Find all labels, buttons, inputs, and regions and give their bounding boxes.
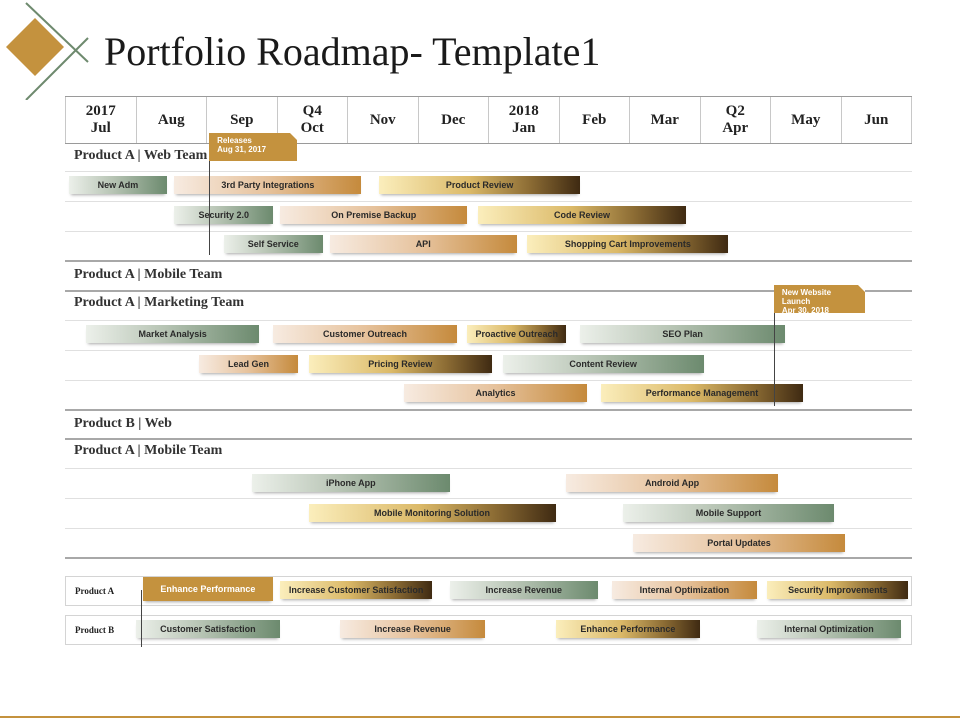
section-title: Product A | Mobile Team: [74, 443, 223, 458]
milestone-line: [774, 313, 775, 406]
goal-bar: Enhance Performance: [143, 577, 274, 601]
task-bar: Market Analysis: [86, 325, 259, 343]
month-header: [419, 97, 490, 143]
footer-rule: [0, 716, 960, 718]
month-header: [630, 97, 701, 143]
task-bar: Mobile Monitoring Solution: [309, 504, 556, 522]
row-divider: [65, 498, 912, 499]
section-divider: [65, 409, 912, 411]
month-year-label: Q4: [302, 103, 322, 119]
goals-marker-line: [141, 590, 142, 647]
month-label: Nov: [369, 111, 396, 128]
task-bar: Android App: [566, 474, 778, 492]
task-bar: Self Service: [224, 235, 323, 253]
section-title: Product A | Web Team: [74, 148, 208, 163]
goal-bar: Security Improvements: [767, 581, 908, 599]
milestone-date: Apr 30, 2018: [781, 306, 829, 315]
milestone-date: Aug 31, 2017: [217, 145, 267, 154]
row-divider: [65, 201, 912, 202]
milestone-flag: [209, 133, 297, 161]
task-bar: Product Review: [379, 176, 580, 194]
month-header: [65, 97, 137, 143]
month-header: [701, 97, 772, 143]
goal-bar: Customer Satisfaction: [136, 620, 281, 638]
goal-bar: Increase Revenue: [450, 581, 598, 599]
month-label: Feb: [582, 111, 607, 128]
section-title: Product A | Mobile Team: [74, 267, 223, 282]
month-label: May: [791, 111, 821, 128]
milestone-label: New Website Launch: [781, 288, 832, 306]
goal-bar: Internal Optimization: [612, 581, 757, 599]
section-title: Product B | Web: [74, 416, 172, 431]
task-bar: On Premise Backup: [280, 206, 467, 224]
month-label: Dec: [441, 111, 466, 128]
month-label: Aug: [157, 111, 185, 128]
month-header: [842, 97, 913, 143]
month-label: Jan: [512, 120, 536, 136]
task-bar: Shopping Cart Improvements: [527, 235, 728, 253]
month-label: Jun: [864, 111, 889, 128]
month-year-label: 2018: [508, 103, 539, 119]
goal-product-label: Product B: [75, 625, 115, 635]
month-label: Apr: [722, 120, 749, 136]
goal-bar: Increase Customer Satisfaction: [280, 581, 432, 599]
task-bar: Customer Outreach: [273, 325, 457, 343]
task-bar: SEO Plan: [580, 325, 785, 343]
row-divider: [65, 320, 912, 321]
month-year-label: Q2: [725, 103, 745, 119]
milestone-label: Releases: [217, 136, 252, 145]
month-header: [489, 97, 560, 143]
month-label: Sep: [230, 111, 254, 128]
month-header: [771, 97, 842, 143]
page-title: Portfolio Roadmap- Template1: [104, 29, 601, 74]
task-bar: 3rd Party Integrations: [174, 176, 361, 194]
task-bar: New Adm: [69, 176, 168, 194]
goal-bar: Internal Optimization: [757, 620, 902, 638]
month-year-label: 2017: [85, 103, 116, 119]
task-bar: Mobile Support: [623, 504, 835, 522]
month-label: Oct: [300, 120, 324, 136]
month-header: [348, 97, 419, 143]
diamond-logo-icon: [0, 0, 100, 100]
task-bar: Analytics: [404, 384, 588, 402]
row-divider: [65, 231, 912, 232]
task-bar: Code Review: [478, 206, 686, 224]
task-bar: API: [330, 235, 517, 253]
section-divider: [65, 438, 912, 440]
row-divider: [65, 528, 912, 529]
task-bar: Lead Gen: [199, 355, 298, 373]
task-bar: Portal Updates: [633, 534, 845, 552]
goal-product-label: Product A: [75, 586, 115, 596]
milestone-flag: [774, 285, 865, 313]
row-divider: [65, 171, 912, 172]
section-divider: [65, 260, 912, 262]
row-divider: [65, 380, 912, 381]
section-divider: [65, 557, 912, 559]
task-bar: Performance Management: [601, 384, 802, 402]
goal-bar: Increase Revenue: [340, 620, 485, 638]
month-header: [560, 97, 631, 143]
milestone-line: [209, 160, 210, 255]
task-bar: iPhone App: [252, 474, 450, 492]
month-header: [137, 97, 208, 143]
row-divider: [65, 350, 912, 351]
timeline-header: [65, 96, 912, 144]
month-label: Jul: [90, 120, 111, 136]
section-title: Product A | Marketing Team: [74, 295, 245, 310]
task-bar: Content Review: [503, 355, 704, 373]
goal-bar: Enhance Performance: [556, 620, 701, 638]
task-bar: Pricing Review: [309, 355, 493, 373]
task-bar: Proactive Outreach: [467, 325, 566, 343]
row-divider: [65, 468, 912, 469]
month-label: Mar: [650, 111, 679, 128]
task-bar: Security 2.0: [174, 206, 273, 224]
